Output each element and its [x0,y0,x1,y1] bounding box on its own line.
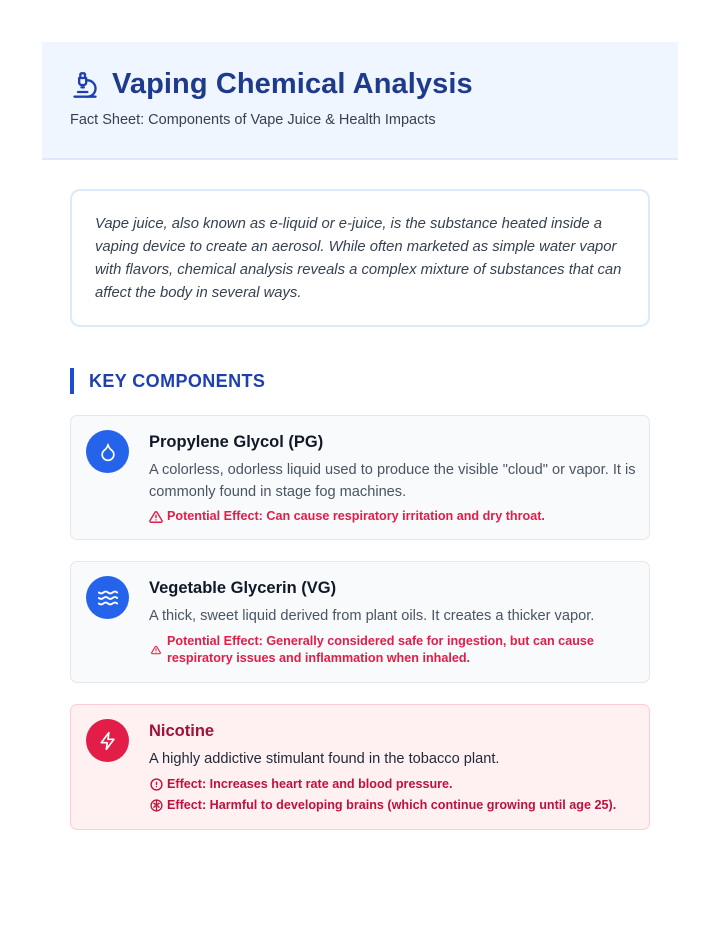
component-title: Nicotine [149,722,215,740]
waves-icon [86,576,129,619]
effect-text: Potential Effect: Generally considered safe for ingestion, but can cause respiratory issues and inflammation when inhaled. [167,634,594,665]
page-title: Vaping Chemical Analysis [112,68,473,100]
effect-text: Potential Effect: Can cause respiratory irritation and dry throat. [167,509,545,523]
component-card-vg [70,561,650,683]
component-description: A thick, sweet liquid derived from plant oils. It creates a thicker vapor. [149,608,595,624]
header-title-row [70,68,473,101]
component-effect [149,776,637,793]
droplet-icon [86,430,129,473]
component-description: A highly addictive stimulant found in the tobacco plant. [149,751,500,767]
component-card-pg [70,415,650,540]
section-heading: KEY COMPONENTS [70,368,265,394]
intro-box [70,189,650,327]
component-title: Propylene Glycol (PG) [149,433,324,451]
warning-triangle-icon [149,508,163,525]
component-effect [149,797,637,814]
component-title: Vegetable Glycerin (VG) [149,579,337,597]
page-header [42,42,678,160]
effect-text: Effect: Harmful to developing brains (which continue growing until age 25). [167,798,617,812]
component-effect [149,508,637,525]
microscope-icon [70,70,100,100]
component-description: A colorless, odorless liquid used to produce the visible "cloud" or vapor. It is commonly found in stage fog machines. [149,462,636,500]
page-subtitle: Fact Sheet: Components of Vape Juice & Health Impacts [70,112,436,128]
alert-circle-icon [149,776,163,793]
brain-icon [149,797,163,814]
component-card-nicotine [70,704,650,830]
effect-text: Effect: Increases heart rate and blood pressure. [167,777,453,791]
component-effect [149,633,617,667]
warning-triangle-icon [149,633,163,667]
lightning-bolt-icon [86,719,129,762]
intro-text: Vape juice, also known as e-liquid or e-juice, is the substance heated inside a vaping device to create an aerosol. While often marketed as simple water vapor with flavors, chemical analysis reveals a complex mixture of substances that can affect the body in several ways. [95,216,622,301]
